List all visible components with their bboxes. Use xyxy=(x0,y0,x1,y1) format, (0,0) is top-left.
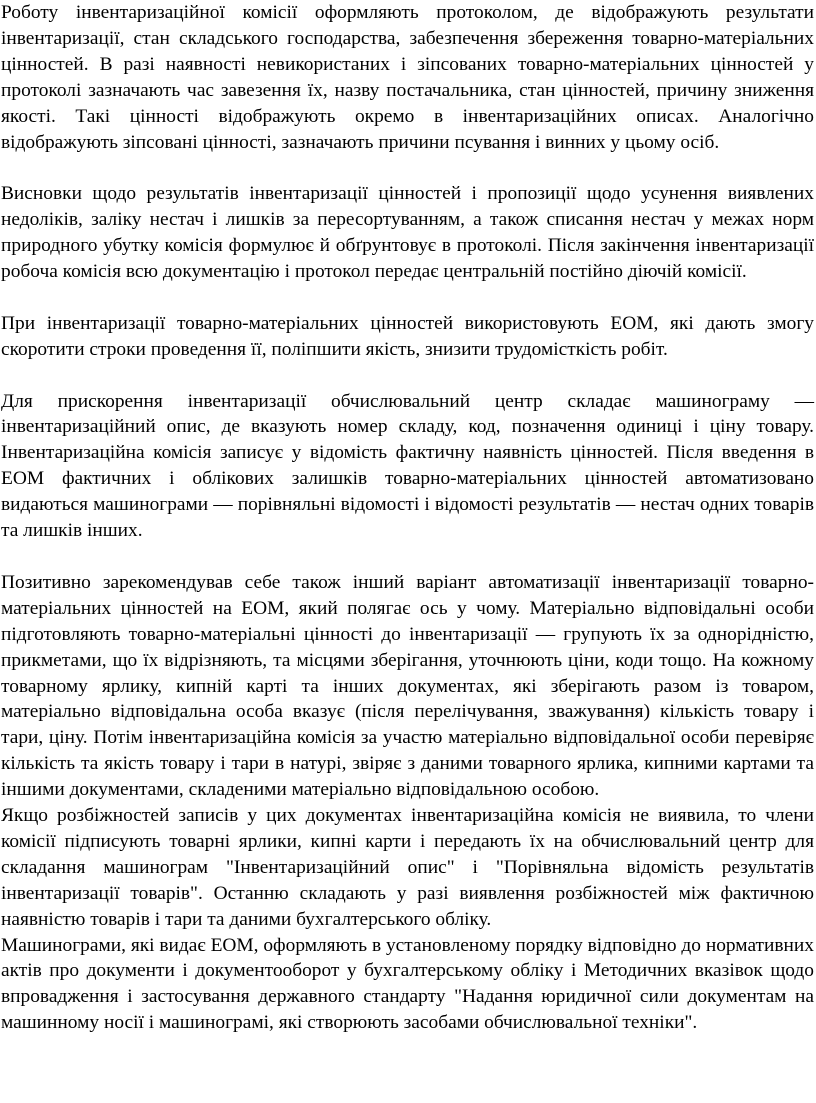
paragraph-spacer xyxy=(1,363,814,389)
paragraph-automation-variant: Позитивно зарекомендував себе також інший варіант автоматизації інвентаризації товарно-матеріальних цінностей на ЕОМ, який полягає ось у чому. Матеріально відповідальні особи підготовляють товарно-матеріальні цінності до інвентаризації — групують їх за однорідністю, прикметами, що їх відрізняють, та місцями зберігання, уточнюють ціни, коди тощо. На кожному товарному ярлику, кипній карті та інших документах, які зберігають разом із товаром, матеріально відповідальна особа вказує (після перелічування, зважування) кількість товару і тари, ціну. Потім інвентаризаційна комісія за участю матеріально відповідальної особи перевіряє кількість та якість товару і тари в натурі, звіряє з даними товарного ярлика, кипними картами та іншими документами, складеними матеріально відповідальною особою. xyxy=(1,571,814,801)
paragraph-machinegram: Для прискорення інвентаризації обчислювальний центр складає машинограму — інвентаризаційний опис, де вказують номер складу, код, позначення одиниці і ціну товару. Інвентаризаційна комісія записує у відомість фактичну наявність цінностей. Після введення в ЕОМ фактичних і облікових залишків товарно-матеріальних цінностей автоматизовано видаються машинограми — порівняльні відомості і відомості результатів — нестач одних товарів та лишків інших. xyxy=(1,390,814,542)
paragraph-spacer xyxy=(1,544,814,570)
paragraph-machinegram-formalization: Машинограми, які видає ЕОМ, оформляють в установленому порядку відповідно до нормативних актів про документи і документооборот у бухгалтерському обліку і Методичних вказівок щодо впровадження і застосування державного стандарту "Надання юридичної сили документам на машинному носії і машинограмі, які створюють засобами обчислювальної техніки". xyxy=(1,934,815,1034)
paragraph-computer-use: При інвентаризації товарно-матеріальних цінностей використовують ЕОМ, які дають змогу скоротити строки проведення її, поліпшити якість, знизити трудомісткість робіт. xyxy=(1,312,814,360)
paragraph-spacer xyxy=(1,155,814,181)
paragraph-conclusions: Висновки щодо результатів інвентаризації цінностей і пропозиції щодо усунення виявлених недоліків, заліку нестач і лишків за пересортуванням, а також списання нестач у межах норм природного убутку комісія формулює й обґрунтовує в протоколі. Після закінчення інвентаризації робоча комісія всю документацію і протокол передає центральній постійно діючій комісії. xyxy=(1,183,814,283)
paragraph-commission-protocol: Роботу інвентаризаційної комісії оформляють протоколом, де відображують результати інвентаризації, стан складського господарства, забезпечення збереження товарно-матеріальних цінностей. В разі наявності невикористаних і зіпсованих товарно-матеріальних цінностей у протоколі зазначають час завезення їх, назву постачальника, стан цінностей, причину зниження якості. Такі цінності відображують окремо в інвентаризаційних описах. Аналогічно відображують зіпсовані цінності, зазначають причини псування і винних у цьому осіб. xyxy=(1,2,814,153)
paragraph-spacer xyxy=(1,285,814,311)
paragraph-no-discrepancies: Якщо розбіжностей записів у цих документах інвентаризаційна комісія не виявила, то члени комісії підписують товарні ярлики, кипні карти і передають їх на обчислювальний центр для складання машинограм "Інвентаризаційний опис" і "Порівняльна відомість результатів інвентаризації товарів". Останню складають у разі виявлення розбіжностей між фактичною наявністю товарів і тари та даними бухгалтерського обліку. xyxy=(1,805,814,930)
